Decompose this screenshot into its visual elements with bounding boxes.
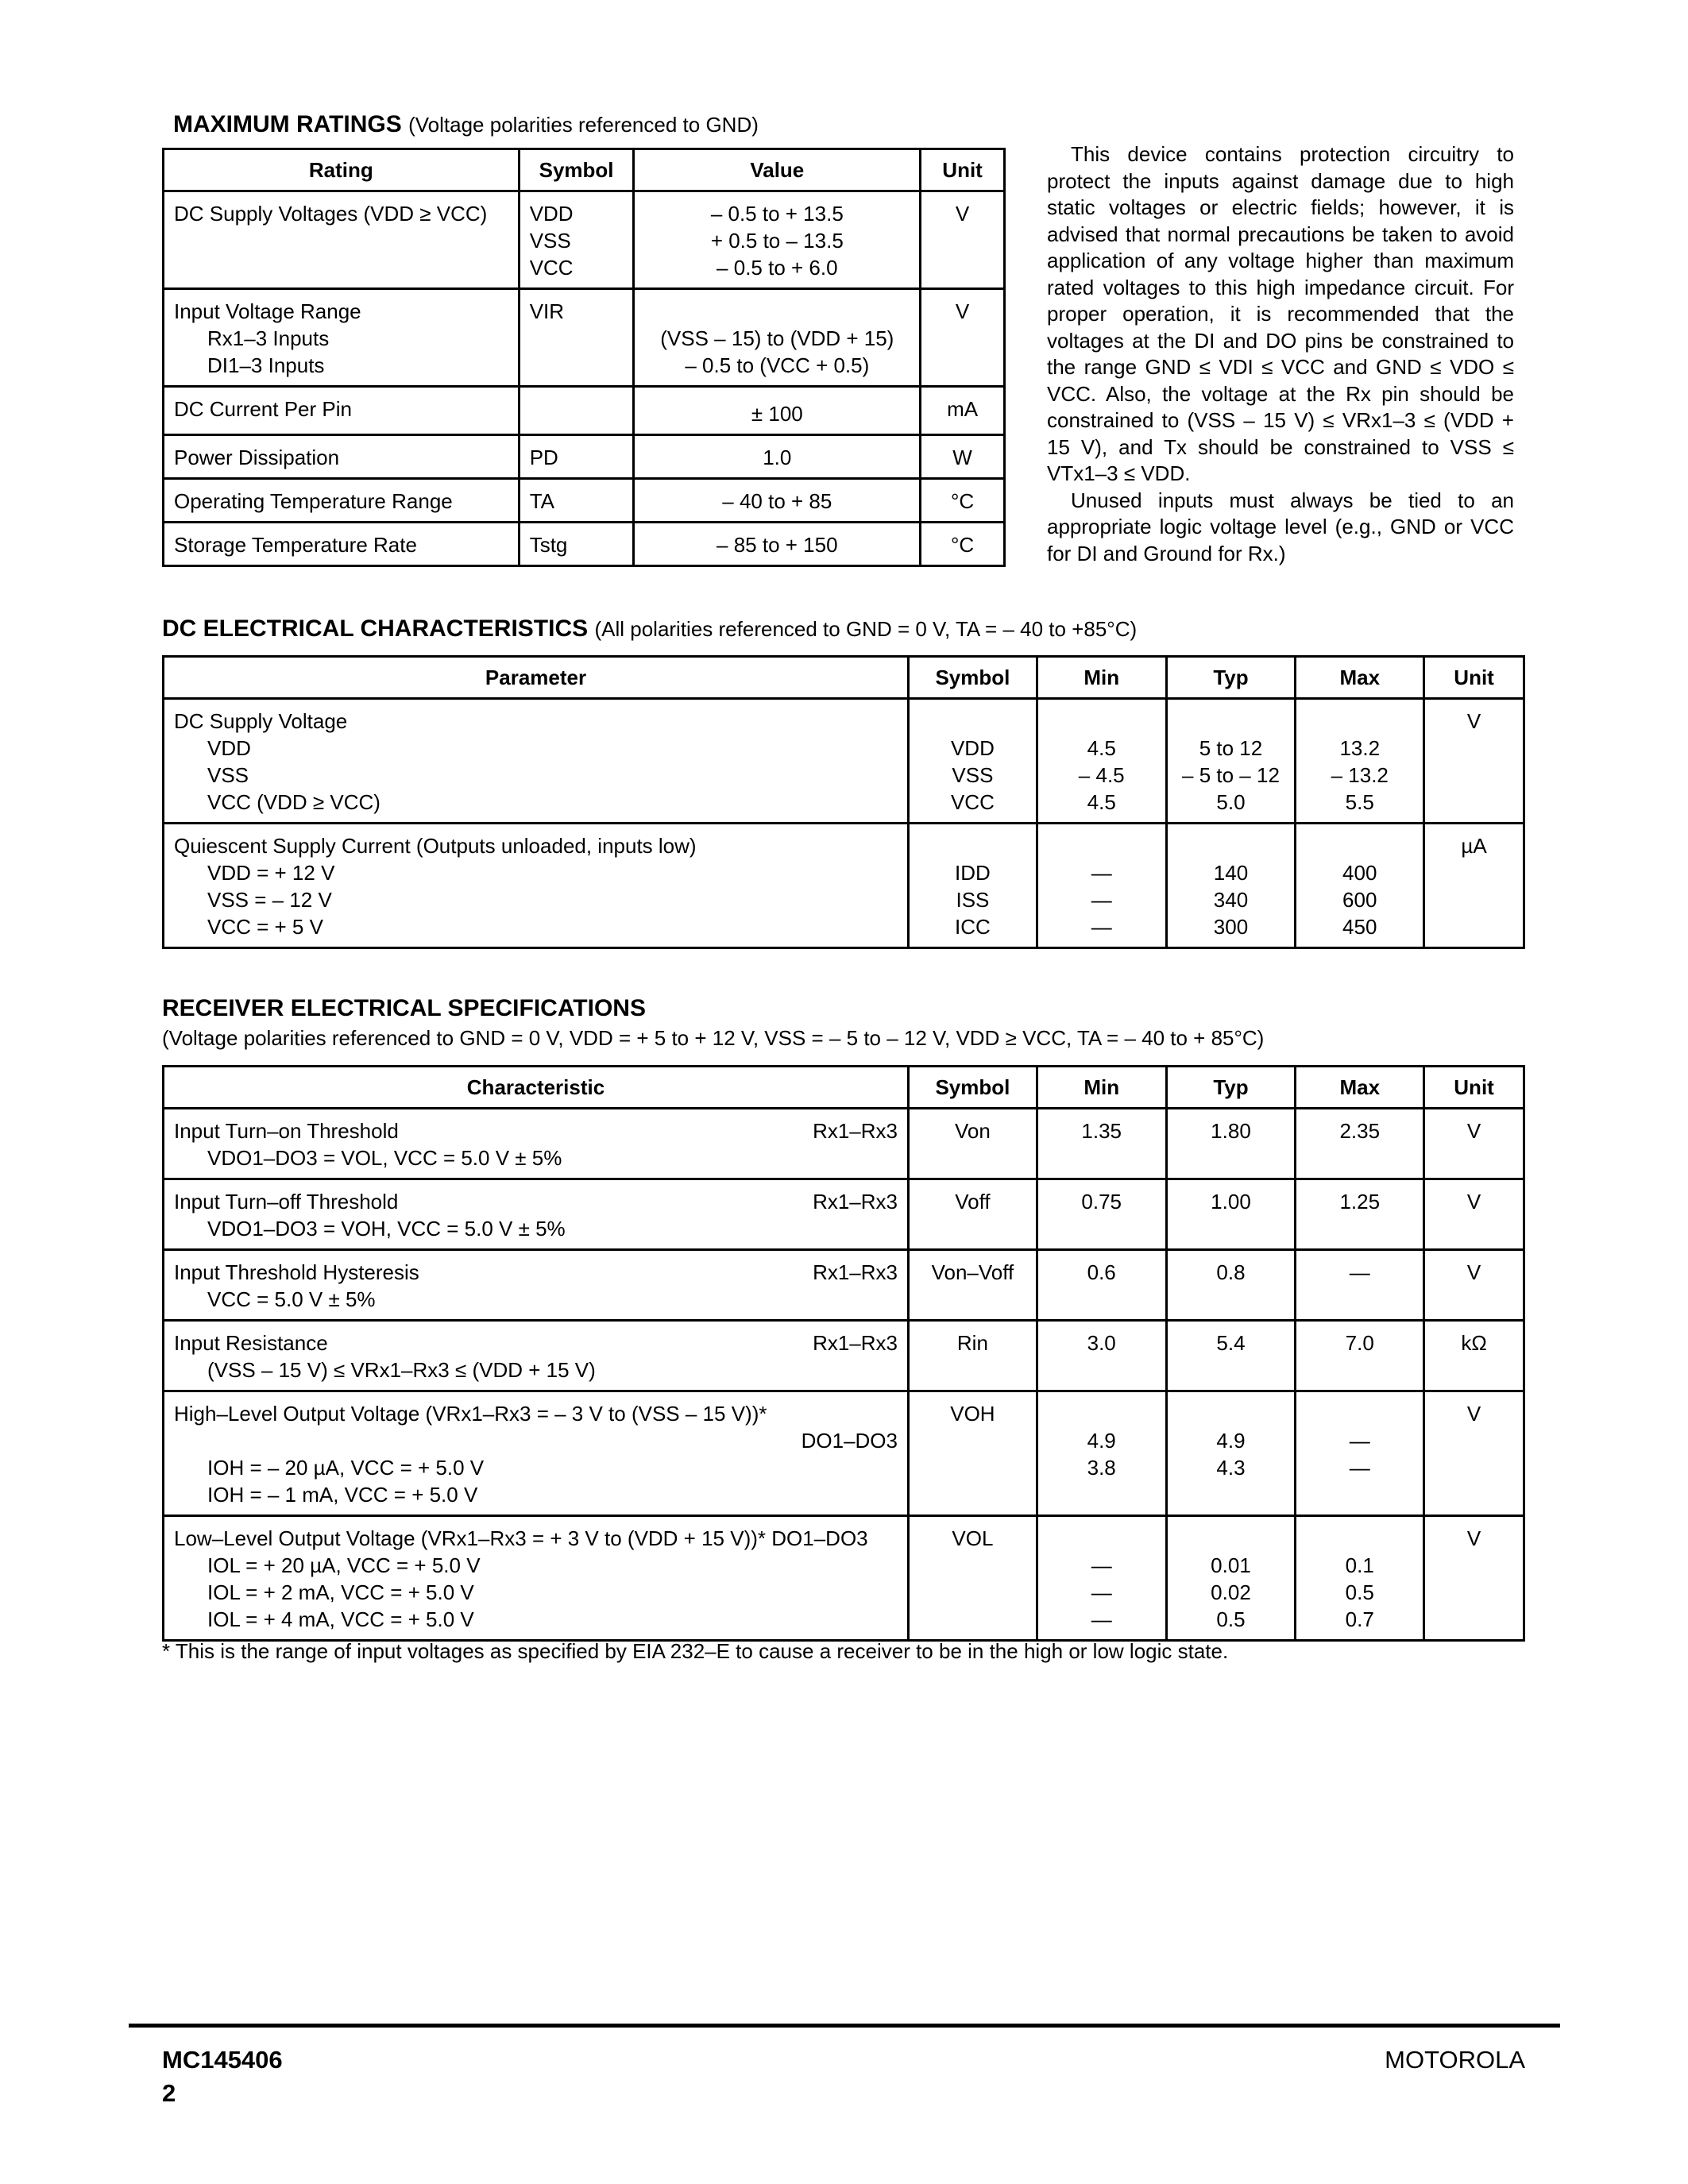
min-cell: — — —: [1037, 824, 1166, 948]
symbol-cell: Von: [909, 1109, 1037, 1179]
unit-cell: V: [1424, 1250, 1524, 1321]
table-row: [164, 1321, 1524, 1391]
rating-cell: Power Dissipation: [164, 435, 520, 479]
part-number: MC145406: [162, 2046, 283, 2074]
receiver-footnote: * This is the range of input voltages as specified by EIA 232–E to cause a receiver to be in the high or low logic state.: [162, 1639, 1229, 1663]
max-cell: 1.25: [1296, 1179, 1424, 1250]
dc-char-heading: [162, 615, 1137, 642]
protection-paragraph: This device contains protection circuitry to protect the inputs against damage due to high static voltages or electric fields; however, it is advised that normal precautions be taken to avoid application of any voltage higher than maximum rated voltages to this high impedance circuit. For proper operation, it is recommended that the voltages at the DI and DO pins be constrained to the range GND ≤ VDI ≤ VCC and GND ≤ VDO ≤ VCC. Also, the voltage at the Rx pin should be constrained to (VSS – 15 V) ≤ VRx1–3 ≤ (VDD + 15 V), and Tx should be constrained to VSS ≤ VTx1–3 ≤ VDD.: [1047, 142, 1514, 485]
dc-char-note: (All polarities referenced to GND = 0 V, TA = – 40 to +85°C): [594, 617, 1138, 641]
receiver-note: (Voltage polarities referenced to GND = 0 V, VDD = + 5 to + 12 V, VSS = – 5 to – 12 V, VDD ≥ VCC, TA = – 40 to + 85°C): [162, 1026, 1265, 1050]
value-cell: (VSS – 15) to (VDD + 15) – 0.5 to (VCC + 0.5): [634, 289, 921, 387]
dc-char-title: DC ELECTRICAL CHARACTERISTICS: [162, 615, 589, 642]
unused-inputs-paragraph: Unused inputs must always be tied to an appropriate logic voltage level (e.g., GND or VCC for DI and Ground for Rx.): [1047, 488, 1514, 565]
max-cell: 7.0: [1296, 1321, 1424, 1391]
symbol-cell: VDD VSS VCC: [519, 191, 634, 289]
min-cell: 1.35: [1037, 1109, 1166, 1179]
max-cell: — —: [1296, 1391, 1424, 1516]
parameter-cell: Quiescent Supply Current (Outputs unloaded, inputs low) VDD = + 12 V VSS = – 12 V VCC = + 5 V: [164, 824, 909, 948]
column-header: Symbol: [909, 657, 1037, 699]
max-cell: 400 600 450: [1296, 824, 1424, 948]
min-cell: 4.9 3.8: [1037, 1391, 1166, 1516]
characteristic-cell: Input Threshold Hysteresis Rx1–Rx3 VCC = 5.0 V ± 5%: [164, 1250, 909, 1321]
unit-cell: W: [921, 435, 1005, 479]
min-cell: 0.75: [1037, 1179, 1166, 1250]
symbol-cell: PD: [519, 435, 634, 479]
unit-cell: °C: [921, 523, 1005, 566]
unit-cell: V: [1424, 1391, 1524, 1516]
rating-cell: DC Current Per Pin: [164, 387, 520, 435]
max-ratings-title: MAXIMUM RATINGS: [173, 111, 402, 137]
value-cell: – 85 to + 150: [634, 523, 921, 566]
typ-cell: 0.01 0.02 0.5: [1166, 1516, 1296, 1641]
protection-note: [1047, 141, 1514, 567]
symbol-cell: VOH: [909, 1391, 1037, 1516]
value-cell: ± 100: [634, 387, 921, 435]
table-row: [164, 289, 1005, 387]
characteristic-cell: Input Resistance Rx1–Rx3 (VSS – 15 V) ≤ VRx1–Rx3 ≤ (VDD + 15 V): [164, 1321, 909, 1391]
table-row: [164, 1391, 1524, 1516]
column-header: Max: [1296, 1067, 1424, 1109]
max-ratings-heading: [173, 111, 759, 138]
column-header: Min: [1037, 657, 1166, 699]
column-header: Characteristic: [164, 1067, 909, 1109]
table-row: [164, 435, 1005, 479]
column-header: Symbol: [519, 149, 634, 191]
min-cell: 4.5 – 4.5 4.5: [1037, 699, 1166, 824]
symbol-cell: Von–Voff: [909, 1250, 1037, 1321]
max-cell: 0.1 0.5 0.7: [1296, 1516, 1424, 1641]
unit-cell: V: [921, 289, 1005, 387]
column-header: Min: [1037, 1067, 1166, 1109]
min-cell: — — —: [1037, 1516, 1166, 1641]
column-header: Parameter: [164, 657, 909, 699]
rating-cell: Operating Temperature Range: [164, 479, 520, 523]
max-cell: 2.35: [1296, 1109, 1424, 1179]
table-row: [164, 479, 1005, 523]
symbol-cell: VDD VSS VCC: [909, 699, 1037, 824]
min-cell: 3.0: [1037, 1321, 1166, 1391]
typ-cell: 1.00: [1166, 1179, 1296, 1250]
unit-cell: V: [1424, 1179, 1524, 1250]
rating-cell: Storage Temperature Rate: [164, 523, 520, 566]
typ-cell: 5.4: [1166, 1321, 1296, 1391]
column-header: Rating: [164, 149, 520, 191]
typ-cell: 4.9 4.3: [1166, 1391, 1296, 1516]
column-header: Symbol: [909, 1067, 1037, 1109]
table-header-row: [164, 657, 1524, 699]
value-cell: – 0.5 to + 13.5 + 0.5 to – 13.5 – 0.5 to + 6.0: [634, 191, 921, 289]
symbol-cell: Tstg: [519, 523, 634, 566]
unit-cell: V: [1424, 1516, 1524, 1641]
receiver-heading: RECEIVER ELECTRICAL SPECIFICATIONS: [162, 995, 646, 1021]
table-row: [164, 1109, 1524, 1179]
symbol-cell: [519, 387, 634, 435]
table-row: [164, 191, 1005, 289]
max-cell: —: [1296, 1250, 1424, 1321]
table-row: [164, 1516, 1524, 1641]
value-cell: 1.0: [634, 435, 921, 479]
unit-cell: kΩ: [1424, 1321, 1524, 1391]
characteristic-cell: Low–Level Output Voltage (VRx1–Rx3 = + 3 V to (VDD + 15 V))* DO1–DO3 IOL = + 20 µA, VCC = + 5.0 V IOL = + 2 mA, VCC = + 5.0 V IOL = + 4 mA, VCC = + 5.0 V: [164, 1516, 909, 1641]
dc-char-table: [162, 655, 1525, 949]
max-cell: 13.2 – 13.2 5.5: [1296, 699, 1424, 824]
parameter-cell: DC Supply Voltage VDD VSS VCC (VDD ≥ VCC): [164, 699, 909, 824]
characteristic-cell: Input Turn–on Threshold Rx1–Rx3 VDO1–DO3 = VOL, VCC = 5.0 V ± 5%: [164, 1109, 909, 1179]
value-cell: – 40 to + 85: [634, 479, 921, 523]
unit-cell: µA: [1424, 824, 1524, 948]
symbol-cell: Rin: [909, 1321, 1037, 1391]
table-row: [164, 523, 1005, 566]
unit-cell: V: [921, 191, 1005, 289]
max-ratings-table: [162, 148, 1006, 567]
column-header: Max: [1296, 657, 1424, 699]
min-cell: 0.6: [1037, 1250, 1166, 1321]
column-header: Typ: [1166, 1067, 1296, 1109]
table-row: [164, 1179, 1524, 1250]
column-header: Value: [634, 149, 921, 191]
column-header: Unit: [921, 149, 1005, 191]
column-header: Typ: [1166, 657, 1296, 699]
page-number: 2: [162, 2079, 176, 2107]
symbol-cell: VOL: [909, 1516, 1037, 1641]
symbol-cell: Voff: [909, 1179, 1037, 1250]
receiver-table: [162, 1065, 1525, 1642]
rating-cell: DC Supply Voltages (VDD ≥ VCC): [164, 191, 520, 289]
footer-rule: [129, 2024, 1560, 2028]
unit-cell: °C: [921, 479, 1005, 523]
symbol-cell: VIR: [519, 289, 634, 387]
unit-cell: V: [1424, 1109, 1524, 1179]
max-ratings-note: (Voltage polarities referenced to GND): [408, 113, 759, 137]
column-header: Unit: [1424, 1067, 1524, 1109]
typ-cell: 5 to 12 – 5 to – 12 5.0: [1166, 699, 1296, 824]
unit-cell: mA: [921, 387, 1005, 435]
table-row: [164, 1250, 1524, 1321]
table-header-row: [164, 149, 1005, 191]
table-row: [164, 699, 1524, 824]
symbol-cell: IDD ISS ICC: [909, 824, 1037, 948]
symbol-cell: TA: [519, 479, 634, 523]
brand-name: MOTOROLA: [1385, 2046, 1525, 2074]
characteristic-cell: High–Level Output Voltage (VRx1–Rx3 = – 3 V to (VSS – 15 V))* DO1–DO3 IOH = – 20 µA, VCC = + 5.0 V IOH = – 1 mA, VCC = + 5.0 V: [164, 1391, 909, 1516]
column-header: Unit: [1424, 657, 1524, 699]
table-row: [164, 387, 1005, 435]
table-header-row: [164, 1067, 1524, 1109]
characteristic-cell: Input Turn–off Threshold Rx1–Rx3 VDO1–DO3 = VOH, VCC = 5.0 V ± 5%: [164, 1179, 909, 1250]
unit-cell: V: [1424, 699, 1524, 824]
typ-cell: 1.80: [1166, 1109, 1296, 1179]
typ-cell: 140 340 300: [1166, 824, 1296, 948]
rating-cell: Input Voltage Range Rx1–3 Inputs DI1–3 Inputs: [164, 289, 520, 387]
typ-cell: 0.8: [1166, 1250, 1296, 1321]
table-row: [164, 824, 1524, 948]
